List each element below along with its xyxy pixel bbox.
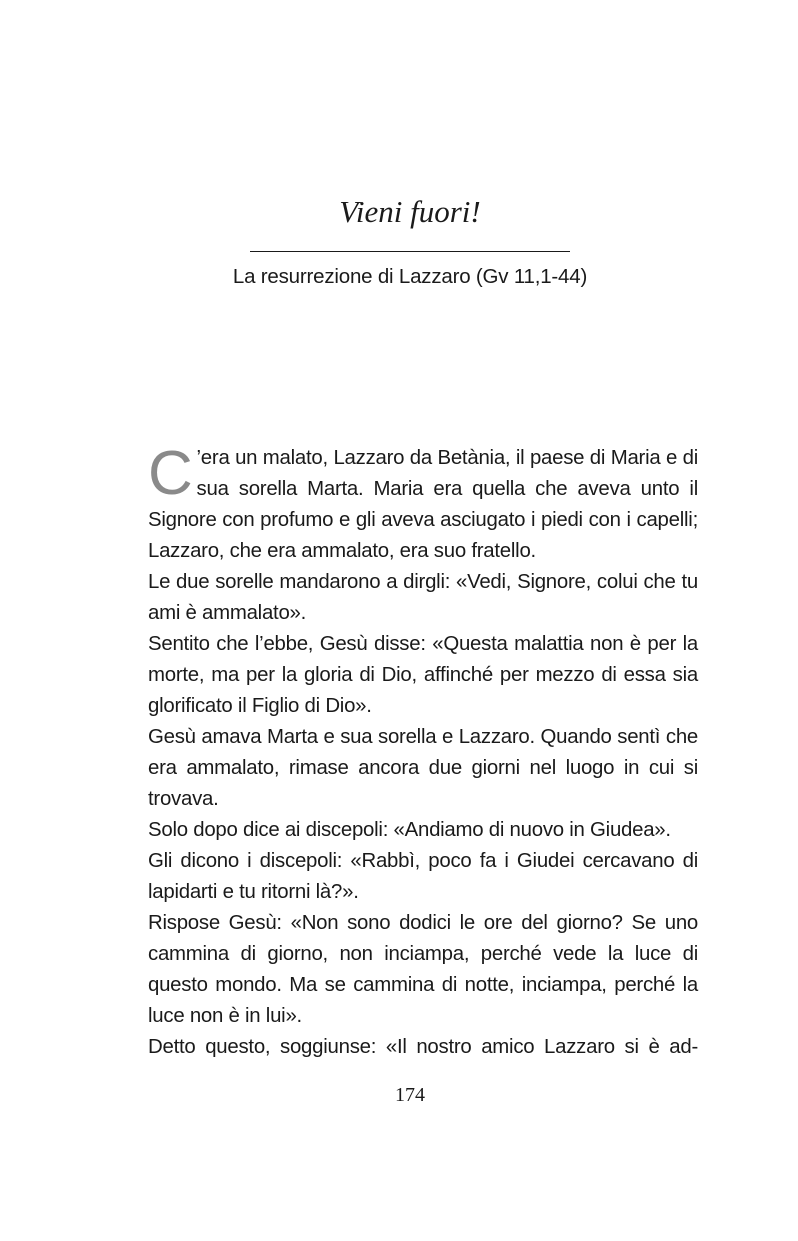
- paragraph: Le due sorelle mandarono a dirgli: «Vedi, Signore, colui che tu ami è ammalato».: [148, 571, 698, 624]
- body-text: [148, 439, 698, 1063]
- drop-cap: C: [148, 439, 193, 508]
- paragraph: Detto questo, soggiunse: «Il nostro amico Lazzaro si è ad-: [148, 1036, 698, 1058]
- paragraph: Solo dopo dice ai discepoli: «Andiamo di nuovo in Giudea».: [148, 819, 671, 841]
- page-number: 174: [395, 1084, 425, 1106]
- paragraph: Rispose Gesù: «Non sono dodici le ore del giorno? Se uno cammina di giorno, non inciampa, perché vede la luce di questo mondo. Ma se cammina di notte, inciampa, perché la luce non è in lui».: [148, 912, 698, 1027]
- paragraph-text: ’era un malato, Lazzaro da Betània, il paese di Maria e di sua sorella Marta. Maria era quella che aveva unto il Signore con profumo e gli aveva asciugato i piedi con i capelli; Lazzaro, che era ammalato, era suo fratello.: [148, 447, 698, 562]
- paragraph: Gesù amava Marta e sua sorella e Lazzaro. Quando sentì che era ammalato, rimase ancora due giorni nel luogo in cui si trovava.: [148, 726, 698, 810]
- chapter-title: Vieni fuori!: [339, 194, 481, 229]
- paragraph: Sentito che l’ebbe, Gesù disse: «Questa malattia non è per la morte, ma per la gloria di Dio, affinché per mezzo di essa sia glorificato il Figlio di Dio».: [148, 633, 698, 717]
- title-divider: [250, 251, 570, 252]
- paragraph: [148, 439, 698, 567]
- paragraph: Gli dicono i discepoli: «Rabbì, poco fa i Giudei cercavano di lapidarti e tu ritorni là?».: [148, 850, 698, 903]
- chapter-subtitle: La resurrezione di Lazzaro (Gv 11,1-44): [232, 265, 588, 288]
